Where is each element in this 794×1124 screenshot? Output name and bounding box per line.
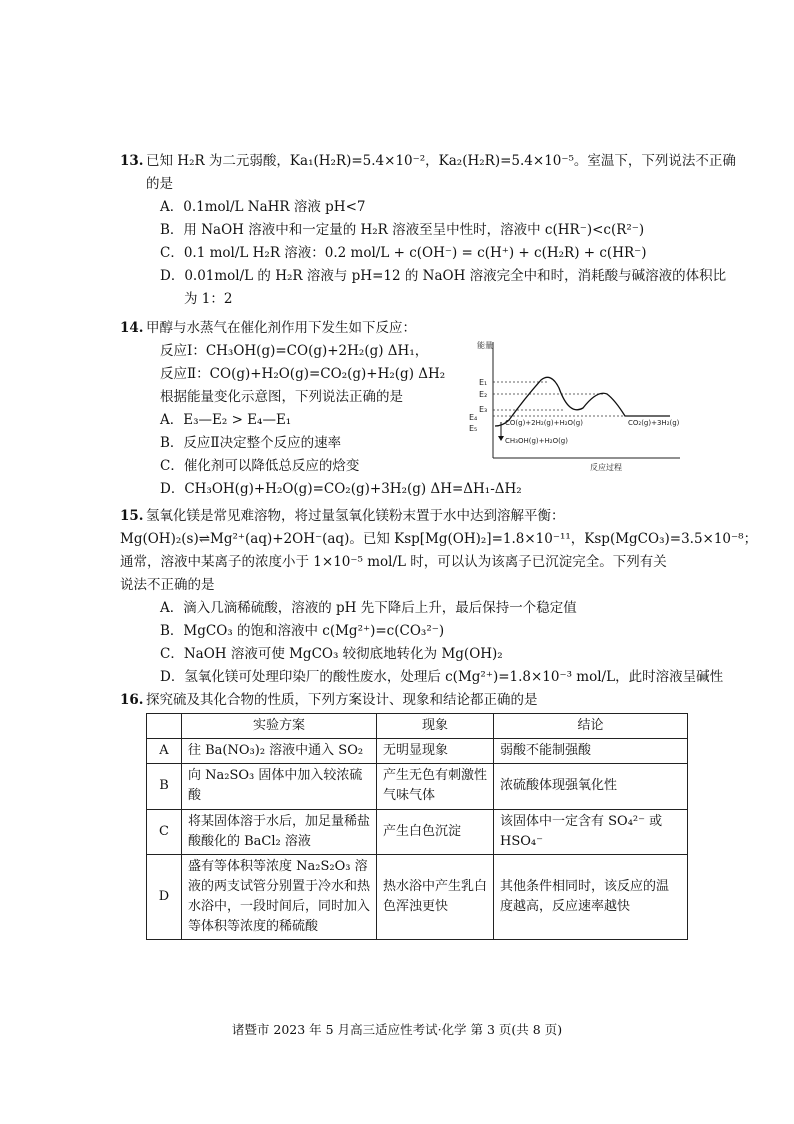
question-stem-line: 通常，溶液中某离子的浓度小于 1×10⁻⁵ mol/L 时，可以认为该离子已沉淀完全。下列有关 — [120, 554, 667, 570]
question-stem-line: Mg(OH)₂(s)⇌Mg²⁺(aq)+2OH⁻(aq)。已知 Ksp[Mg(OH)₂]=1.8×10⁻¹¹，Ksp(MgCO₃)=3.5×10⁻⁸； — [120, 531, 758, 547]
option-a: A．0.1mol/L NaHR 溶液 pH<7 — [160, 199, 366, 215]
option-d: D．氢氧化镁可处理印染厂的酸性废水，处理后 c(Mg²⁺)=1.8×10⁻³ mol/L，此时溶液呈碱性 — [160, 669, 724, 685]
question-16 — [120, 692, 690, 715]
phenomenon-cell: 产生白色沉淀 — [377, 809, 494, 854]
table-row — [147, 739, 688, 764]
question-prompt: 根据能量变化示意图，下列说法正确的是 — [160, 389, 403, 405]
table-header-cell: 现象 — [377, 714, 494, 739]
option-c: C．NaOH 溶液可使 MgCO₃ 较彻底地转化为 Mg(OH)₂ — [160, 646, 503, 662]
phenomenon-cell: 产生无色有刺激性气味气体 — [377, 764, 494, 809]
level-label: E₃ — [479, 405, 488, 414]
row-label: A — [147, 739, 182, 764]
level-label: E₅ — [469, 424, 478, 433]
option-d: D．CH₃OH(g)+H₂O(g)=CO₂(g)+3H₂(g) ΔH=ΔH₁-ΔH₂ — [160, 481, 522, 497]
reaction-1: 反应Ⅰ：CH₃OH(g)=CO(g)+2H₂(g) ΔH₁， — [160, 343, 429, 359]
table-header-cell — [147, 714, 182, 739]
question-number: 16. — [120, 692, 144, 708]
level-label: E₄ — [469, 413, 478, 422]
option-a: A．E₃—E₂ > E₄—E₁ — [160, 412, 292, 428]
question-stem: 氢氧化镁是常见难溶物，将过量氢氧化镁粉末置于水中达到溶解平衡： — [146, 508, 565, 524]
option-a: A．滴入几滴稀硫酸，溶液的 pH 先下降后上升，最后保持一个稳定值 — [160, 600, 577, 616]
question-stem-line: 说法不正确的是 — [120, 577, 215, 593]
question-stem-cont: 的是 — [146, 176, 173, 192]
question-number: 14. — [120, 320, 144, 336]
question-number: 15. — [120, 508, 144, 524]
level-label: E₂ — [479, 390, 488, 399]
option-d-cont: 为 1：2 — [184, 291, 233, 307]
species-mid: CO(g)+2H₂(g)+H₂O(g) — [505, 419, 583, 427]
question-15 — [120, 508, 758, 692]
phenomenon-cell: 无明显现象 — [377, 739, 494, 764]
conclusion-cell: 弱酸不能制强酸 — [494, 739, 688, 764]
conclusion-cell: 浓硫酸体现强氧化性 — [494, 764, 688, 809]
option-c: C．0.1 mol/L H₂R 溶液：0.2 mol/L + c(OH⁻) = c(H⁺) + c(H₂R) + c(HR⁻) — [160, 245, 647, 261]
row-label: D — [147, 854, 182, 940]
option-c: C．催化剂可以降低总反应的焓变 — [160, 458, 360, 474]
question-number: 13. — [120, 153, 144, 169]
phenomenon-cell: 热水浴中产生乳白色浑浊更快 — [377, 854, 494, 940]
option-b: B．MgCO₃ 的饱和溶液中 c(Mg²⁺)=c(CO₃²⁻) — [160, 623, 445, 639]
row-label: B — [147, 764, 182, 809]
plan-cell: 将某固体溶于水后，加足量稀盐酸酸化的 BaCl₂ 溶液 — [182, 809, 377, 854]
y-axis-label: 能量 — [477, 341, 493, 350]
species-start: CH₃OH(g)+H₂O(g) — [505, 437, 568, 445]
table-row — [147, 809, 688, 854]
question-stem: 甲醇与水蒸气在催化剂作用下发生如下反应： — [146, 320, 416, 336]
question-stem: 探究硫及其化合物的性质，下列方案设计、现象和结论都正确的是 — [146, 692, 538, 708]
energy-diagram — [465, 330, 690, 480]
plan-cell: 往 Ba(NO₃)₂ 溶液中通入 SO₂ — [182, 739, 377, 764]
option-b: B．用 NaOH 溶液中和一定量的 H₂R 溶液至呈中性时，溶液中 c(HR⁻)<c(R²⁻) — [160, 222, 645, 238]
question-stem: 已知 H₂R 为二元弱酸，Ka₁(H₂R)=5.4×10⁻²，Ka₂(H₂R)=5.4×10⁻⁵。室温下，下列说法不正确 — [146, 153, 736, 169]
experiment-table — [146, 713, 688, 940]
species-end: CO₂(g)+3H₂(g) — [628, 419, 680, 427]
table-header-cell: 结论 — [494, 714, 688, 739]
row-label: C — [147, 809, 182, 854]
option-b: B．反应Ⅱ决定整个反应的速率 — [160, 435, 342, 451]
reaction-2: 反应Ⅱ：CO(g)+H₂O(g)=CO₂(g)+H₂(g) ΔH₂ — [160, 366, 446, 382]
conclusion-cell: 该固体中一定含有 SO₄²⁻ 或 HSO₄⁻ — [494, 809, 688, 854]
table-header-row — [147, 714, 688, 739]
plan-cell: 盛有等体积等浓度 Na₂S₂O₃ 溶液的两支试管分别置于冷水和热水浴中，一段时间后，同时加入等体积等浓度的稀硫酸 — [182, 854, 377, 940]
table-row — [147, 854, 688, 940]
x-axis-label: 反应过程 — [590, 463, 622, 472]
question-13 — [120, 153, 736, 314]
table-row — [147, 764, 688, 809]
table-header-cell: 实验方案 — [182, 714, 377, 739]
level-label: E₁ — [479, 378, 488, 387]
page-footer: 诸暨市 2023 年 5 月高三适应性考试·化学 第 3 页(共 8 页) — [231, 1022, 563, 1037]
option-d: D．0.01mol/L 的 H₂R 溶液与 pH=12 的 NaOH 溶液完全中和时，消耗酸与碱溶液的体积比 — [160, 268, 727, 284]
conclusion-cell: 其他条件相同时，该反应的温度越高，反应速率越快 — [494, 854, 688, 940]
plan-cell: 向 Na₂SO₃ 固体中加入较浓硫酸 — [182, 764, 377, 809]
